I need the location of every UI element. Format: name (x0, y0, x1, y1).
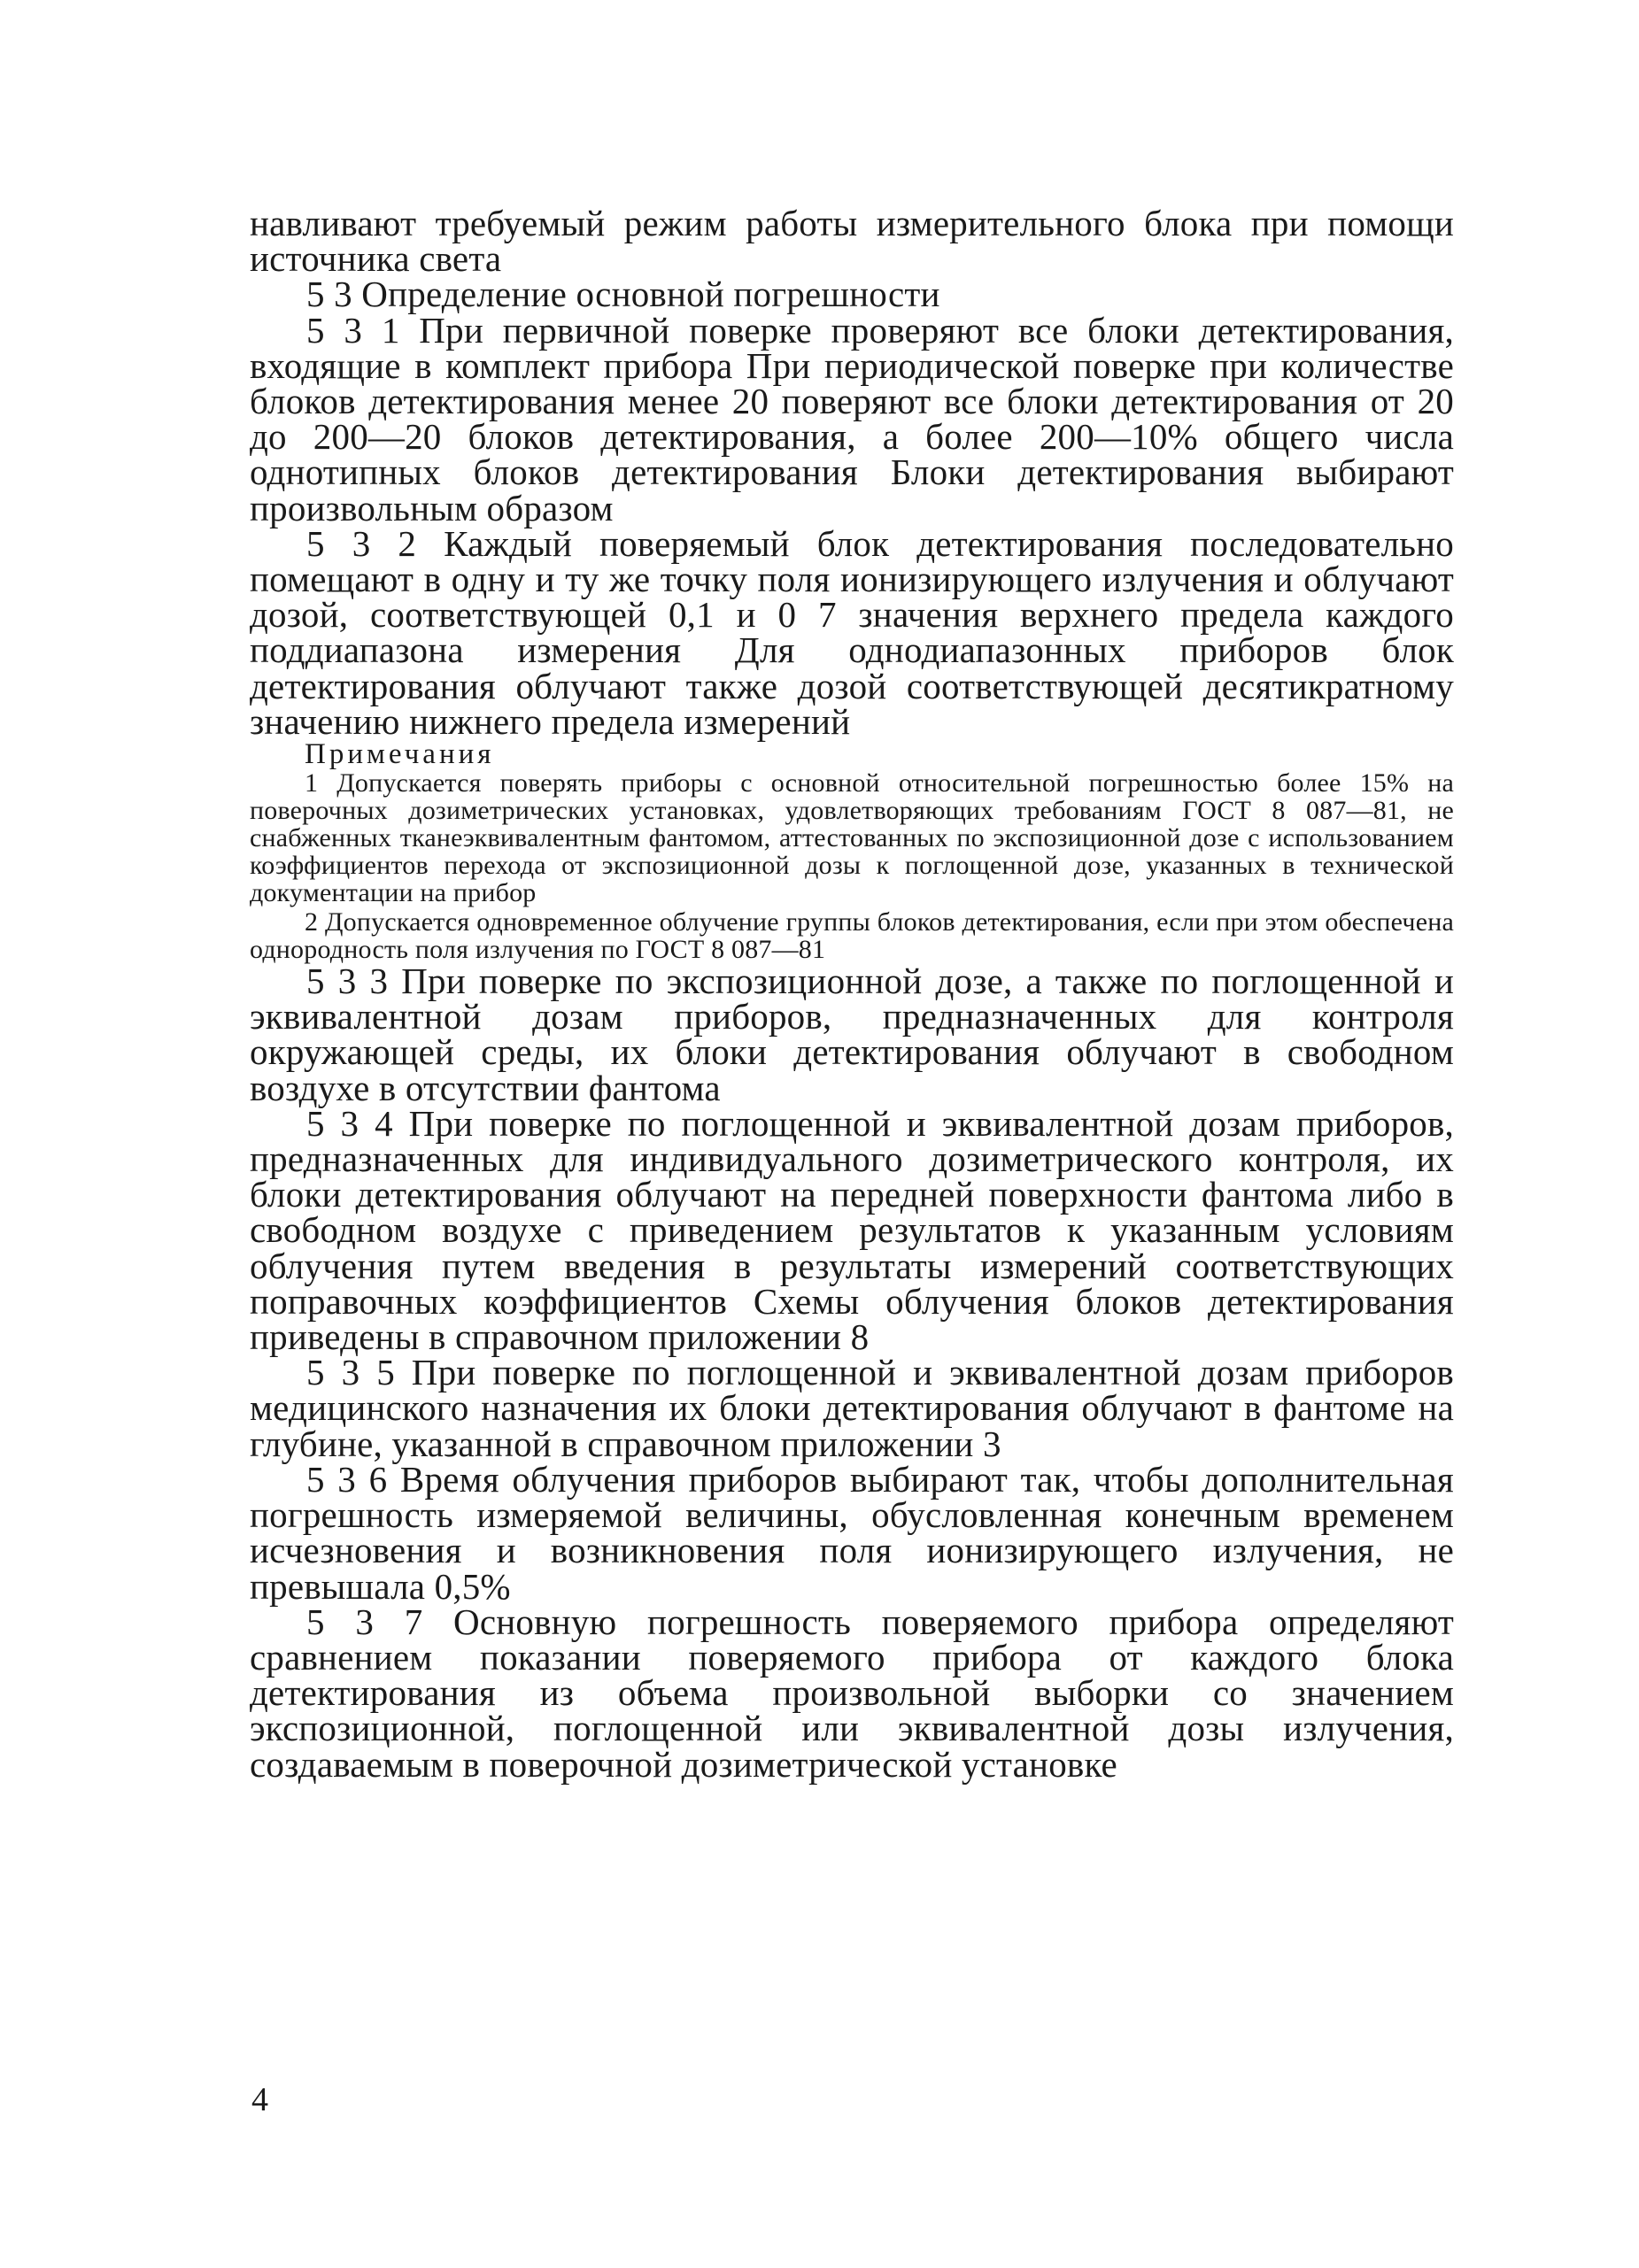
note-2: 2 Допускается одновременное облучение группы блоков детектирования, если при этом обеспечена однородность поля излучения по ГОСТ 8 087—81 (250, 907, 1454, 965)
paragraph-5-3-7: 5 3 7 Основную погрешность поверяемого прибора определяют сравнением показании поверяемого прибора от каждого блока детектирования из объема произвольной выборки со значением экспозиционной, поглощенной или эквивалентной дозы излучения, создаваемым в поверочной дозиметрической установке (250, 1601, 1454, 1785)
paragraph-5-3-6: 5 3 6 Время облучения приборов выбирают так, чтобы дополнительная погрешность измеряемой величины, обусловленная конечным временем исчезновения и возникновения поля ионизирующего излучения, не превышала 0,5% (250, 1458, 1454, 1607)
section-heading-5-3: 5 3 Определение основной погрешности (306, 274, 940, 315)
document-body (250, 203, 1454, 1785)
paragraph-5-3-4: 5 3 4 При поверке по поглощенной и эквивалентной дозам приборов, предназначенных для индивидуального дозиметрического контроля, их блоки детектирования облучают на передней поверхности фантома либо в свободном воздухе с приведением результатов к указанным условиям облучения путем введения в результаты измерений соответствующих поправочных коэффициентов Схемы облучения блоков детектирования приведены в справочном приложении 8 (250, 1102, 1454, 1358)
paragraph-5-3-3: 5 3 3 При поверке по экспозиционной дозе, а также по поглощенной и эквивалентной дозам приборов, предназначенных для контроля окружающей среды, их блоки детектирования облучают в свободном воздухе в отсутствии фантома (250, 960, 1454, 1108)
notes-heading: Примечания (305, 738, 495, 771)
paragraph-5-3-1: 5 3 1 При первичной поверке проверяют все блоки детектирования, входящие в комплект прибора При периодической поверке при количестве блоков детектирования менее 20 поверяют все блоки детектирования от 20 до 200—20 блоков детектирования, а более 200—10% общего числа однотипных блоков детектирования Блоки детектирования выбирают произвольным образом (250, 309, 1454, 528)
note-1: 1 Допускается поверять приборы с основной относительной погрешностью более 15% на поверочных дозиметрических установках, удовлетворяющих требованиям ГОСТ 8 087—81, не снабженных тканеэквивалентным фантомом, аттестованных по экспозиционной дозе с использованием коэффициентов перехода от экспозиционной дозы к поглощенной дозе, указанных в технической документации на прибор (250, 768, 1454, 908)
paragraph-continuation: навливают требуемый режим работы измерительного блока при помощи источника света (250, 203, 1454, 280)
paragraph-5-3-2: 5 3 2 Каждый поверяемый блок детектирования последовательно помещают в одну и ту же точку поля ионизирующего излучения и облучают дозой, соответствующей 0,1 и 0 7 значения верхнего предела каждого поддиапазона измерения Для однодиапазонных приборов блок детектирования облучают также дозой соответствующей десятикратному значению нижнего предела измерений (250, 522, 1454, 742)
page-number: 4 (251, 2081, 268, 2118)
paragraph-5-3-5: 5 3 5 При поверке по поглощенной и эквивалентной дозам приборов медицинского назначения их блоки детектирования облучают в фантоме на глубине, указанной в справочном приложении 3 (250, 1352, 1454, 1464)
notes-block (250, 739, 1454, 963)
